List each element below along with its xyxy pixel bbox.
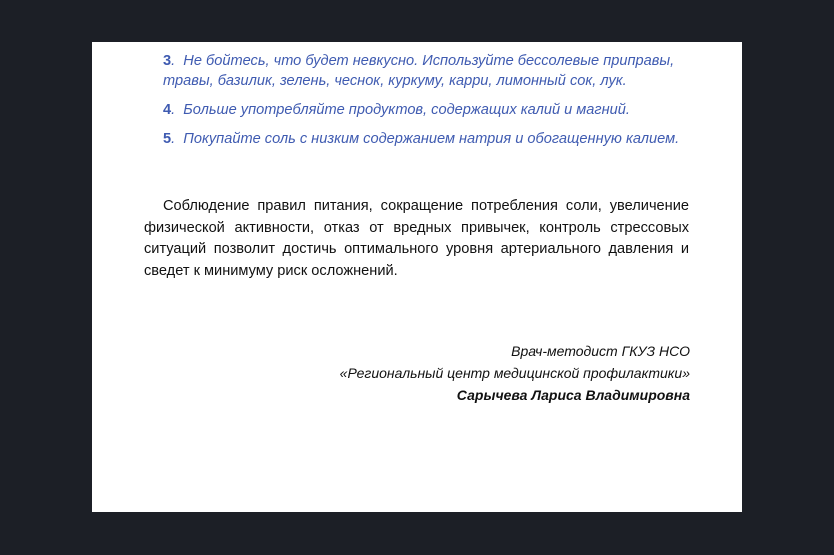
- tips-list: [163, 51, 683, 158]
- tip-number: 3: [163, 53, 172, 69]
- tip-number: 4: [163, 102, 172, 118]
- document-page: [92, 42, 742, 512]
- signature-position: Врач-методист ГКУЗ НСО: [511, 343, 690, 359]
- tip-item-4: 4. Больше употребляйте продуктов, содержащих калий и магний.: [163, 102, 630, 118]
- tip-text: Не бойтесь, что будет невкусно. Используйте бессолевые приправы, травы, базилик, зелень, чеснок, куркуму, карри, лимонный сок, лук.: [163, 53, 675, 89]
- tip-item-3: 3. Не бойтесь, что будет невкусно. Используйте бессолевые приправы, травы, базилик, зелень, чеснок, куркуму, карри, лимонный сок, лук.: [163, 53, 675, 89]
- tip-item-5: 5. Покупайте соль с низким содержанием натрия и обогащенную калием.: [163, 131, 680, 147]
- tip-text: Покупайте соль с низким содержанием натрия и обогащенную калием.: [183, 131, 680, 147]
- signature-organization: «Региональный центр медицинской профилактики»: [339, 365, 690, 381]
- signature-name: Сарычева Лариса Владимировна: [456, 387, 690, 403]
- signature-block: [340, 340, 690, 406]
- tip-number: 5: [163, 131, 172, 147]
- tip-text: Больше употребляйте продуктов, содержащих калий и магний.: [183, 102, 630, 118]
- conclusion-paragraph: Соблюдение правил питания, сокращение потребления соли, увеличение физической активности, отказ от вредных привычек, контроль стрессовых ситуаций позволит достичь оптимального уровня артериального давления и сведет к минимуму риск осложнений.: [144, 198, 689, 279]
